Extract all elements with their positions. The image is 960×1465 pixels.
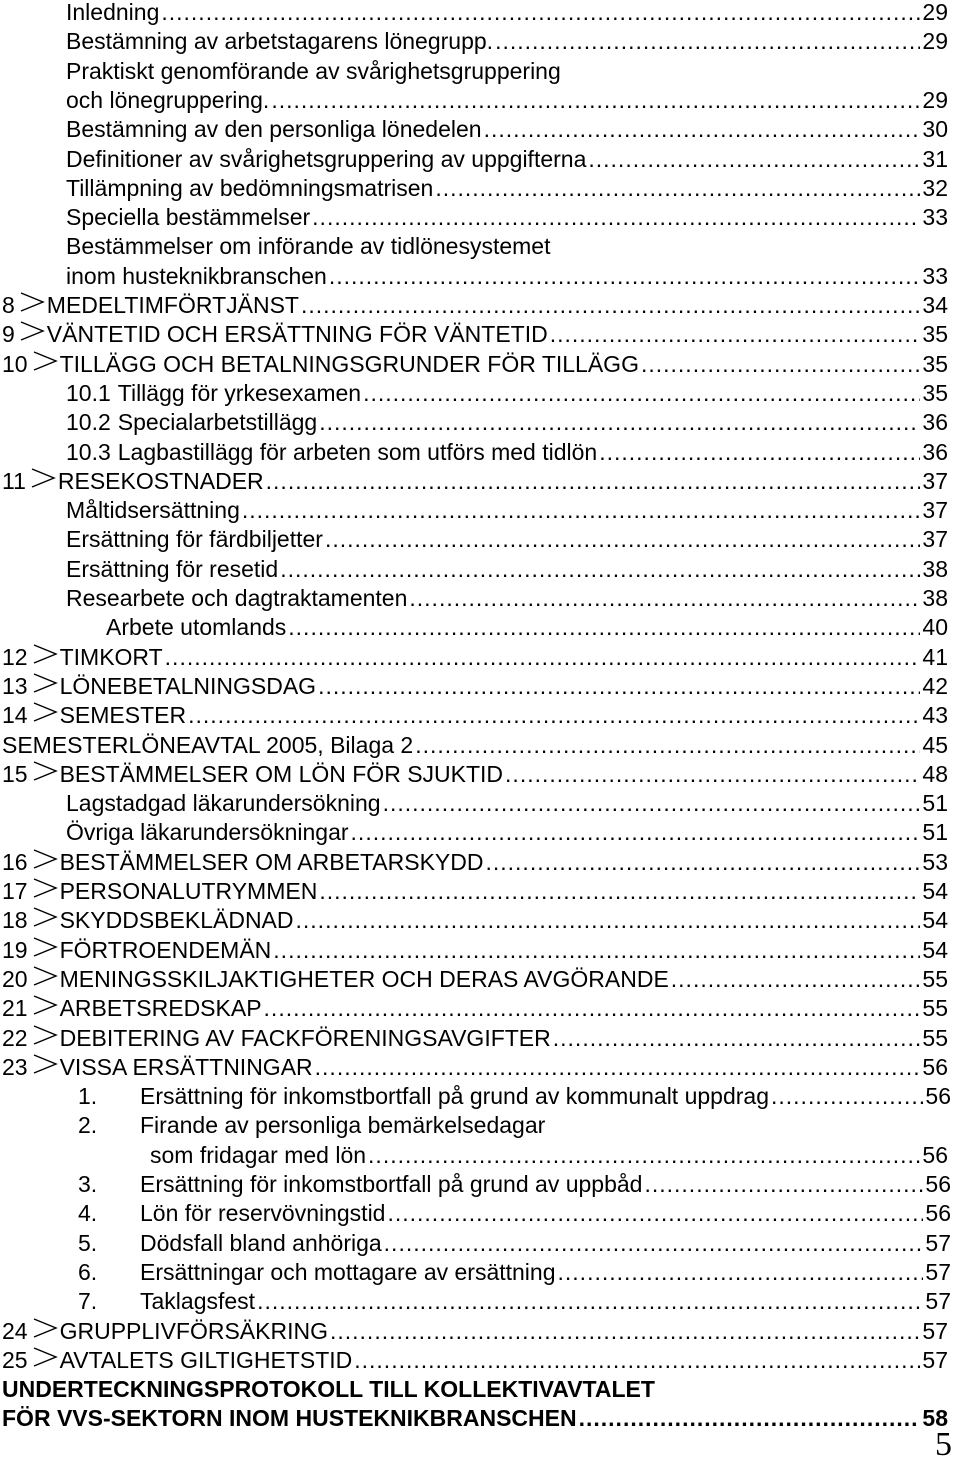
toc-entry-page: 54 [922, 936, 948, 963]
toc-entry-page: 29 [922, 0, 948, 25]
dot-leader [363, 379, 920, 408]
toc-entry-page: 58 [922, 1405, 948, 1432]
toc-entry[interactable] [2, 1024, 948, 1053]
dot-leader [273, 936, 920, 965]
toc-entry[interactable] [66, 86, 948, 115]
toc-entry[interactable] [2, 1317, 948, 1346]
tab-arrow-icon [30, 701, 60, 723]
toc-entry[interactable] [2, 1375, 948, 1404]
toc-entry-title: Ersättning för resetid [66, 555, 279, 582]
toc-entry[interactable] [106, 613, 948, 642]
toc-entry-page: 56 [922, 1141, 948, 1168]
toc-entry-title: VÄNTETID OCH ERSÄTTNING FÖR VÄNTETID [46, 321, 548, 348]
tab-arrow-icon [28, 467, 58, 489]
dot-leader [558, 1258, 924, 1287]
toc-entry-page: 57 [925, 1258, 951, 1285]
toc-entry-number: 13 [2, 672, 28, 699]
toc-entry-page: 41 [922, 643, 948, 670]
toc-entry[interactable] [2, 965, 948, 994]
dot-leader [550, 320, 921, 349]
toc-entry-title: Praktiskt genomförande av svårighetsgruppering [66, 57, 561, 84]
dot-leader [312, 203, 920, 232]
toc-entry-title: Måltidsersättning [66, 497, 240, 524]
tab-arrow-icon [17, 320, 47, 342]
toc-entry-title: Dödsfall bland anhöriga [140, 1229, 382, 1256]
tab-arrow-icon [17, 291, 47, 313]
toc-entry-title: Tillägg för yrkesexamen [117, 379, 362, 406]
toc-entry[interactable] [78, 1287, 951, 1316]
toc-entry[interactable] [2, 320, 948, 349]
toc-entry-number: 22 [2, 1024, 28, 1051]
toc-entry-title: Specialarbetstillägg [117, 409, 318, 436]
toc-entry-number: 7. [78, 1288, 98, 1315]
dot-leader [383, 789, 921, 818]
dot-leader [387, 1199, 923, 1228]
dot-leader [505, 760, 920, 789]
tab-arrow-icon [30, 1024, 60, 1046]
toc-entry[interactable] [2, 731, 948, 760]
toc-entry[interactable] [66, 115, 948, 144]
toc-entry-number: 10.3 [66, 438, 111, 465]
toc-entry[interactable] [2, 848, 948, 877]
toc-entry-title: Researbete och dagtraktamenten [66, 585, 408, 611]
toc-entry-page: 57 [925, 1288, 951, 1315]
dot-leader [771, 1082, 923, 1111]
toc-entry[interactable] [78, 1082, 951, 1111]
dot-leader [354, 1346, 920, 1375]
tab-arrow-icon [30, 1317, 60, 1339]
toc-entry-page: 57 [925, 1229, 951, 1256]
toc-entry-page: 29 [922, 86, 948, 113]
tab-arrow-icon [30, 936, 60, 958]
toc-entry-page: 45 [922, 731, 948, 758]
toc-entry-title: TILLÄGG OCH BETALNINGSGRUNDER FÖR TILLÄGG [59, 350, 639, 377]
toc-entry-number: 16 [2, 848, 28, 875]
toc-entry-number: 4. [78, 1200, 98, 1227]
toc-entry-title: Ersättning för inkomstbortfall på grund av uppbåd [140, 1171, 643, 1197]
toc-entry[interactable] [2, 350, 948, 379]
dot-leader [319, 877, 920, 906]
toc-entry[interactable] [66, 203, 948, 232]
toc-entry[interactable] [2, 643, 948, 672]
toc-entry-number: 10.1 [66, 379, 111, 406]
dot-leader [319, 408, 920, 437]
toc-entry-page: 37 [922, 497, 948, 524]
toc-entry-page: 38 [922, 585, 948, 611]
toc-entry-title: Bestämning av arbetstagarens lönegrupp. [66, 28, 494, 55]
toc-entry[interactable] [78, 1111, 951, 1140]
toc-entry-number: 17 [2, 878, 28, 904]
dot-leader [329, 262, 921, 291]
dot-leader [409, 584, 920, 613]
dot-leader [271, 86, 920, 115]
toc-entry[interactable] [66, 145, 948, 174]
tab-arrow-icon [30, 760, 60, 782]
toc-entry-title: Övriga läkarundersökningar [66, 819, 349, 846]
toc-entry-page: 54 [922, 878, 948, 904]
toc-entry[interactable] [2, 467, 948, 496]
toc-entry-page: 55 [922, 965, 948, 992]
toc-entry[interactable] [2, 1053, 948, 1082]
toc-entry-page: 56 [925, 1083, 951, 1110]
toc-entry-number: 25 [2, 1346, 28, 1373]
dot-leader [288, 613, 920, 642]
toc-entry-title: Lagstadgad läkarundersökning [66, 790, 381, 817]
toc-entry-page: 35 [922, 350, 948, 377]
toc-entry-page: 56 [925, 1171, 951, 1197]
toc-entry-number: 3. [78, 1171, 98, 1197]
tab-arrow-icon [30, 877, 60, 899]
tab-arrow-icon [30, 1346, 60, 1368]
dot-leader [257, 1287, 923, 1316]
toc-entry-title: Firande av personliga bemärkelsedagar [140, 1112, 546, 1139]
toc-entry[interactable] [2, 877, 948, 906]
dot-leader [296, 906, 921, 935]
tab-arrow-icon [30, 350, 60, 372]
toc-entry-number: 23 [2, 1053, 28, 1080]
dot-leader [415, 731, 920, 760]
toc-entry[interactable] [2, 906, 948, 935]
toc-entry-title: MEDELTIMFÖRTJÄNST [46, 292, 299, 318]
toc-entry-page: 29 [922, 28, 948, 55]
toc-entry-page: 37 [922, 467, 948, 494]
toc-entry-number: 11 [2, 467, 26, 494]
toc-entry-page: 51 [922, 790, 948, 817]
toc-entry-title: Lagbastillägg för arbeten som utförs med tidlön [117, 438, 598, 465]
toc-entry-number: 24 [2, 1317, 28, 1344]
page-number: 5 [935, 1426, 952, 1463]
toc-entry-title: Ersättning för inkomstbortfall på grund av kommunalt uppdrag [140, 1083, 769, 1110]
toc-entry-number: 1. [78, 1083, 98, 1110]
toc-entry[interactable] [66, 0, 948, 27]
toc-entry-title: Definitioner av svårighetsgruppering av uppgifterna [66, 145, 587, 172]
tab-arrow-icon [30, 1053, 60, 1075]
toc-entry[interactable] [66, 525, 948, 554]
toc-entry[interactable] [150, 1141, 948, 1170]
tab-arrow-icon [30, 965, 60, 987]
toc-entry-page: 43 [922, 702, 948, 729]
toc-entry[interactable] [66, 789, 948, 818]
toc-entry[interactable] [66, 584, 948, 613]
dot-leader [315, 1053, 921, 1082]
toc-entry-number: 21 [2, 995, 28, 1022]
toc-entry[interactable] [66, 174, 948, 203]
dot-leader [484, 115, 921, 144]
toc-entry-number: 20 [2, 965, 28, 992]
toc-entry[interactable] [2, 760, 948, 789]
toc-entry-page: 35 [922, 321, 948, 348]
toc-entry-page: 36 [922, 409, 948, 436]
toc-entry-title: VISSA ERSÄTTNINGAR [59, 1053, 313, 1080]
dot-leader [188, 701, 920, 730]
toc-entry-number: 10 [2, 350, 28, 377]
dot-leader [368, 1141, 920, 1170]
toc-entry[interactable] [78, 1199, 951, 1228]
toc-entry[interactable] [66, 818, 948, 847]
toc-entry-title: Inledning [66, 0, 160, 25]
dot-leader [495, 27, 920, 56]
toc-entry[interactable] [2, 701, 948, 730]
toc-entry[interactable] [2, 994, 948, 1023]
toc-entry[interactable] [66, 27, 948, 56]
toc-entry-title: BESTÄMMELSER OM LÖN FÖR SJUKTID [59, 760, 504, 787]
dot-leader [599, 438, 920, 467]
dot-leader [330, 1317, 920, 1346]
toc-entry-page: 54 [922, 907, 948, 934]
toc-entry-title: Ersättning för färdbiljetter [66, 526, 323, 553]
dot-leader [301, 291, 920, 320]
toc-entry-page: 37 [922, 526, 948, 553]
toc-entry-page: 56 [925, 1200, 951, 1227]
toc-entry[interactable] [66, 232, 948, 261]
toc-entry-page: 53 [922, 848, 948, 875]
toc-entry-title: RESEKOSTNADER [57, 467, 264, 494]
toc-entry-page: 51 [922, 819, 948, 846]
toc-entry[interactable] [78, 1258, 951, 1287]
toc-entry-number: 14 [2, 702, 28, 729]
toc-entry-title: AVTALETS GILTIGHETSTID [59, 1346, 353, 1373]
toc-entry-page: 34 [922, 292, 948, 318]
toc-entry-title: och lönegruppering. [66, 86, 270, 113]
dot-leader [351, 818, 921, 847]
dot-leader [318, 672, 920, 701]
toc-entry[interactable] [66, 496, 948, 525]
toc-entry-page: 55 [922, 995, 948, 1022]
tab-arrow-icon [30, 848, 60, 870]
toc-entry-page: 57 [922, 1317, 948, 1344]
dot-leader [579, 1404, 921, 1433]
toc-entry-title: TIMKORT [59, 643, 163, 670]
toc-entry-title: FÖRTROENDEMÄN [59, 936, 272, 963]
toc-entry-number: 10.2 [66, 409, 111, 436]
toc-entry-title: som fridagar med lön [150, 1141, 367, 1168]
toc-entry-title: MENINGSSKILJAKTIGHETER OCH DERAS AVGÖRANDE [59, 965, 669, 992]
toc-entry-page: 48 [922, 760, 948, 787]
toc-entry-title: PERSONALUTRYMMEN [59, 878, 318, 904]
toc-entry-title: ARBETSREDSKAP [59, 995, 262, 1022]
toc-entry-title: Lön för reservövningstid [140, 1200, 386, 1227]
toc-entry-title: SEMESTER [59, 702, 187, 729]
toc-entry[interactable] [66, 438, 948, 467]
tab-arrow-icon [30, 672, 60, 694]
toc-entry-number: 2. [78, 1112, 98, 1139]
toc-entry-number: 19 [2, 936, 28, 963]
toc-entry-number: 18 [2, 907, 28, 934]
toc-entry-page: 31 [922, 145, 948, 172]
toc-entry-page: 42 [922, 672, 948, 699]
toc-entry-page: 35 [922, 379, 948, 406]
toc-entry-number: 15 [2, 760, 28, 787]
dot-leader [325, 525, 920, 554]
toc-entry-page: 56 [922, 1053, 948, 1080]
toc-entry-title: Bestämmelser om införande av tidlönesystemet [66, 233, 551, 260]
tab-arrow-icon [30, 906, 60, 928]
toc-entry-title: BESTÄMMELSER OM ARBETARSKYDD [59, 848, 484, 875]
dot-leader [264, 994, 921, 1023]
toc-entry-page: 55 [922, 1024, 948, 1051]
toc-entry-page: 33 [922, 262, 948, 289]
toc-entry[interactable] [2, 672, 948, 701]
dot-leader [588, 145, 920, 174]
toc-entry-title: Ersättningar och mottagare av ersättning [140, 1258, 556, 1285]
toc-entry-page: 33 [922, 204, 948, 231]
toc-entry-title: UNDERTECKNINGSPROTOKOLL TILL KOLLEKTIVAVTALET [2, 1376, 655, 1403]
toc-entry-title: Arbete utomlands [106, 614, 287, 641]
dot-leader [165, 643, 921, 672]
toc-entry-page: 30 [922, 116, 948, 143]
dot-leader [641, 350, 920, 379]
toc-entry-title: Tillämpning av bedömningsmatrisen [66, 174, 434, 201]
dot-leader [280, 555, 920, 584]
toc-entry-number: 5. [78, 1229, 98, 1256]
dot-leader [384, 1229, 924, 1258]
toc-entry-page: 40 [922, 614, 948, 641]
toc-entry-page: 38 [922, 555, 948, 582]
dot-leader [242, 496, 921, 525]
tab-arrow-icon [30, 994, 60, 1016]
toc-entry[interactable] [66, 408, 948, 437]
toc-entry[interactable] [66, 57, 948, 86]
dot-leader [161, 0, 920, 27]
toc-entry-title: Taklagsfest [140, 1288, 256, 1315]
toc-entry-number: 8 [2, 292, 15, 318]
toc-entry-title: inom husteknikbranschen [66, 262, 327, 289]
toc-entry-title: SEMESTERLÖNEAVTAL 2005, Bilaga 2 [2, 731, 414, 758]
dot-leader [266, 467, 921, 496]
toc-entry-title: LÖNEBETALNINGSDAG [59, 672, 317, 699]
toc-entry[interactable] [2, 936, 948, 965]
dot-leader [644, 1170, 923, 1199]
toc-entry[interactable] [78, 1229, 951, 1258]
toc-entry-title: FÖR VVS-SEKTORN INOM HUSTEKNIKBRANSCHEN [2, 1405, 577, 1432]
toc-entry-title: SKYDDSBEKLÄDNAD [59, 907, 294, 934]
toc-entry-number: 9 [2, 321, 15, 348]
toc-entry[interactable] [2, 291, 948, 320]
toc-entry[interactable] [78, 1170, 951, 1199]
toc-entry-page: 36 [922, 438, 948, 465]
dot-leader [485, 848, 920, 877]
toc-entry-title: GRUPPLIVFÖRSÄKRING [59, 1317, 328, 1344]
toc-entry-page: 57 [922, 1346, 948, 1373]
toc-entry-number: 12 [2, 643, 28, 670]
toc-entry-title: DEBITERING AV FACKFÖRENINGSAVGIFTER [59, 1024, 551, 1051]
dot-leader [553, 1024, 921, 1053]
toc-entry[interactable] [66, 262, 948, 291]
toc-entry[interactable] [66, 555, 948, 584]
toc-entry[interactable] [2, 1404, 948, 1433]
dot-leader [435, 174, 920, 203]
toc-entry-title: Bestämning av den personliga lönedelen [66, 116, 482, 143]
toc-entry[interactable] [2, 1346, 948, 1375]
toc-entry-title: Speciella bestämmelser [66, 204, 311, 231]
dot-leader [671, 965, 921, 994]
toc-entry[interactable] [66, 379, 948, 408]
toc-entry-page: 32 [922, 174, 948, 201]
tab-arrow-icon [30, 643, 60, 665]
toc-entry-number: 6. [78, 1258, 98, 1285]
